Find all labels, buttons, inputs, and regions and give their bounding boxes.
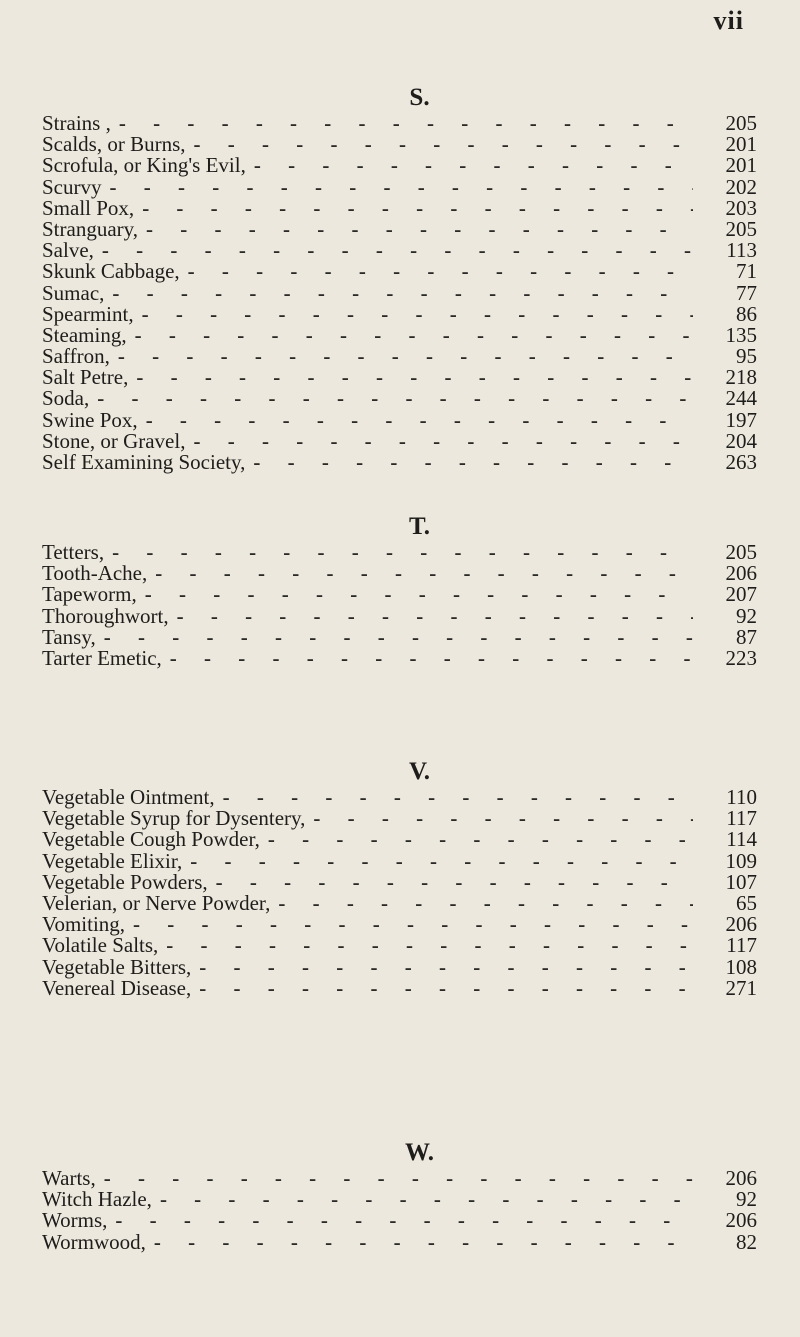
entry-term: Soda, <box>42 386 90 411</box>
dot-leader <box>142 198 693 219</box>
index-entry <box>42 848 757 873</box>
dot-leader <box>155 563 693 584</box>
index-entry <box>42 301 757 326</box>
dot-leader <box>118 346 693 367</box>
entry-page: 117 <box>726 806 757 831</box>
dot-leader <box>115 1210 693 1231</box>
entry-term: Tarter Emetic, <box>42 645 162 670</box>
entry-page: 109 <box>725 848 757 873</box>
index-entry <box>42 542 757 563</box>
entry-page: 65 <box>736 890 757 915</box>
index-entry <box>42 216 757 241</box>
index-entry <box>42 975 757 1000</box>
dot-leader <box>216 872 693 893</box>
entry-page: 117 <box>726 933 757 958</box>
index-entry <box>42 890 757 915</box>
dot-leader <box>194 134 694 155</box>
dot-leader <box>145 584 693 605</box>
dot-leader <box>268 829 693 850</box>
entry-term: Strains , <box>42 111 111 135</box>
entry-term: Venereal Disease, <box>42 975 192 1000</box>
entry-term: Steaming, <box>42 322 127 347</box>
index-entry <box>42 808 757 829</box>
entry-page: 107 <box>725 869 757 894</box>
entry-page: 205 <box>725 216 757 241</box>
dot-leader <box>102 240 693 261</box>
index-entry <box>42 563 757 584</box>
dot-leader <box>170 648 693 669</box>
section-letter: V. <box>408 758 431 785</box>
index-entry <box>42 624 757 649</box>
entry-term: Stone, or Gravel, <box>42 428 186 453</box>
entry-term: Vegetable Elixir, <box>42 848 183 873</box>
dot-leader <box>223 787 693 808</box>
entry-term: Tansy, <box>42 624 96 649</box>
entry-page: 201 <box>725 132 757 157</box>
index-entry <box>42 322 757 347</box>
entry-page: 203 <box>725 195 757 220</box>
entry-page: 95 <box>736 344 757 369</box>
entry-term: Spearmint, <box>42 301 134 326</box>
index-entry <box>42 452 757 473</box>
dot-leader <box>136 367 693 388</box>
entry-term: Scrofula, or King's Evil, <box>42 153 246 178</box>
index-entry <box>42 603 757 628</box>
index-entry <box>42 1229 757 1254</box>
entry-page: 82 <box>736 1229 757 1254</box>
dot-leader <box>104 1168 693 1189</box>
index-entry <box>42 1189 757 1210</box>
index-entry <box>42 195 757 220</box>
index-entry <box>42 367 757 388</box>
entry-term: Vegetable Ointment, <box>42 785 215 809</box>
section-letter: T. <box>408 513 431 540</box>
index-entry <box>42 261 757 282</box>
entry-page: 135 <box>725 322 757 347</box>
index-entry <box>42 935 757 956</box>
index-entry <box>42 954 757 979</box>
dot-leader <box>154 1232 693 1253</box>
entry-page: 271 <box>725 975 757 1000</box>
section-letter: S. <box>409 84 430 111</box>
entry-term: Volatile Salts, <box>42 933 159 958</box>
entry-term: Skunk Cabbage, <box>42 259 180 284</box>
section-letter: W. <box>405 1139 434 1166</box>
entry-page: 108 <box>725 954 757 979</box>
entry-page: 206 <box>725 1166 757 1190</box>
index-entry <box>42 1168 757 1189</box>
entry-page: 92 <box>736 1187 757 1212</box>
entry-page: 110 <box>726 785 757 809</box>
entry-page: 202 <box>725 174 757 199</box>
entry-page: 113 <box>726 238 757 263</box>
index-section-w <box>42 1138 757 1253</box>
page-number: vii <box>713 6 744 35</box>
entry-page: 206 <box>725 1208 757 1233</box>
dot-leader <box>146 219 693 240</box>
dot-leader <box>112 283 693 304</box>
entry-term: Velerian, or Nerve Powder, <box>42 890 271 915</box>
entry-page: 201 <box>725 153 757 178</box>
entry-term: Scurvy <box>42 174 102 199</box>
index-entry <box>42 280 757 305</box>
index-entry <box>42 388 757 409</box>
entry-term: Swine Pox, <box>42 407 138 432</box>
dot-leader <box>160 1189 693 1210</box>
entry-page: 244 <box>725 386 757 411</box>
entry-page: 223 <box>725 645 757 670</box>
dot-leader <box>254 155 693 176</box>
dot-leader <box>112 542 693 563</box>
dot-leader <box>313 808 693 829</box>
index-entry <box>42 829 757 850</box>
entry-page: 206 <box>725 561 757 586</box>
entry-term: Thoroughwort, <box>42 603 169 628</box>
entry-term: Worms, <box>42 1208 108 1233</box>
entry-page: 87 <box>736 624 757 649</box>
entry-page: 114 <box>726 827 757 852</box>
entry-page: 263 <box>725 450 757 474</box>
index-entry <box>42 584 757 605</box>
index-entry <box>42 240 757 261</box>
entry-page: 205 <box>725 111 757 135</box>
dot-leader <box>199 957 693 978</box>
index-entry <box>42 155 757 176</box>
entry-term: Salt Petre, <box>42 365 129 390</box>
index-entry <box>42 1210 757 1231</box>
entry-term: Warts, <box>42 1166 96 1190</box>
entry-term: Wormwood, <box>42 1229 146 1254</box>
index-entry <box>42 787 757 808</box>
index-entry <box>42 407 757 432</box>
entry-page: 71 <box>736 259 757 284</box>
entry-term: Tapeworm, <box>42 582 137 607</box>
dot-leader <box>97 388 693 409</box>
entry-page: 207 <box>725 582 757 607</box>
index-section-s <box>42 83 757 473</box>
entry-page: 92 <box>736 603 757 628</box>
index-entry <box>42 174 757 199</box>
dot-leader <box>199 978 693 999</box>
entry-term: Vegetable Syrup for Dysentery, <box>42 806 306 831</box>
entry-term: Tetters, <box>42 540 105 564</box>
dot-leader <box>253 452 693 473</box>
dot-leader <box>166 935 693 956</box>
dot-leader <box>193 431 693 452</box>
entry-term: Vegetable Bitters, <box>42 954 192 979</box>
index-entry <box>42 346 757 367</box>
entry-term: Vegetable Powders, <box>42 869 208 894</box>
entry-term: Sumac, <box>42 280 105 305</box>
index-section-v <box>42 757 757 999</box>
entry-term: Vegetable Cough Powder, <box>42 827 260 852</box>
entry-page: 205 <box>725 540 757 564</box>
dot-leader <box>119 113 693 134</box>
entry-page: 77 <box>736 280 757 305</box>
index-entry <box>42 113 757 134</box>
entry-term: Small Pox, <box>42 195 135 220</box>
index-entry <box>42 914 757 935</box>
entry-page: 197 <box>725 407 757 432</box>
entry-term: Self Examining Society, <box>42 450 246 474</box>
dot-leader <box>146 410 693 431</box>
index-section-t <box>42 512 757 669</box>
dot-leader <box>135 325 693 346</box>
entry-term: Stranguary, <box>42 216 139 241</box>
entry-page: 86 <box>736 301 757 326</box>
entry-term: Saffron, <box>42 344 110 369</box>
dot-leader <box>133 914 693 935</box>
index-entry <box>42 869 757 894</box>
dot-leader <box>188 261 693 282</box>
entry-page: 204 <box>725 428 757 453</box>
entry-page: 218 <box>725 365 757 390</box>
entry-page: 206 <box>725 912 757 937</box>
dot-leader <box>190 851 693 872</box>
entry-term: Scalds, or Burns, <box>42 132 186 157</box>
dot-leader <box>278 893 693 914</box>
dot-leader <box>104 627 693 648</box>
entry-term: Salve, <box>42 238 94 263</box>
entry-term: Vomiting, <box>42 912 126 937</box>
dot-leader <box>142 304 693 325</box>
index-entry <box>42 134 757 155</box>
index-entry <box>42 645 757 670</box>
dot-leader <box>110 177 694 198</box>
entry-term: Tooth-Ache, <box>42 561 148 586</box>
index-entry <box>42 428 757 453</box>
dot-leader <box>177 606 693 627</box>
entry-term: Witch Hazle, <box>42 1187 152 1212</box>
